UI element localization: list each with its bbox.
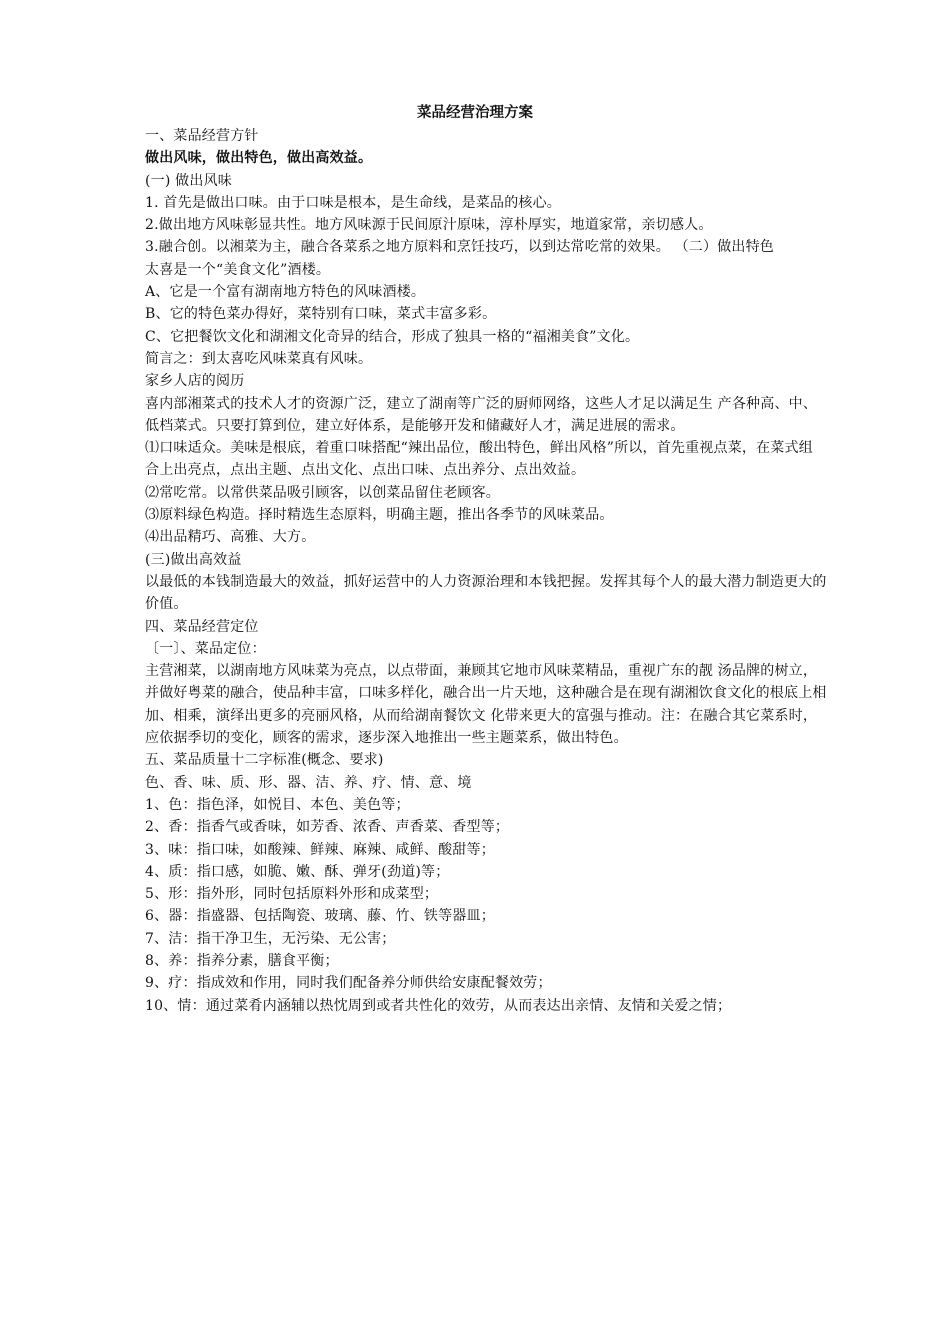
list-item: 8、养：指养分素，膳食平衡； [145, 952, 339, 969]
list-item: C、它把餐饮文化和湖湘文化奇异的结合，形成了独具一格的“福湘美食”文化。 [145, 328, 640, 345]
document-body [145, 125, 827, 1017]
paragraph: 色、香、味、质、形、器、洁、养、疗、情、意、境 [145, 774, 472, 791]
subsection-heading: 家乡人店的阅历 [145, 373, 245, 390]
paragraph: 主营湘菜，以湖南地方风味菜为亮点，以点带面，兼顾其它地市风味菜精品，重视广东的靓 汤品牌的树立，并做好粤菜的融合，使品种丰富，口味多样化，融合出一片天地，这种融合是在现有湖湘饮食文化的根底上相加、相乘，演绎出更多的亮丽风格，从而给湖南餐饮文 化带来更大的富强与推动。注：在融合其它菜系时，应依据季切的变化，顾客的需求，逐步深入地推出一些主题菜系，做出特色。 [145, 663, 827, 747]
list-item: ⑴口味适众。美味是根底，着重口味搭配“辣出品位，酸出特色，鲜出风格”所以，首先重视点菜，在菜式组合上出亮点，点出主题、点出文化、点出口味、点出养分、点出效益。 [145, 440, 813, 479]
document-title: 菜品经营治理方案 [417, 105, 533, 121]
paragraph: 太喜是一个“美食文化”酒楼。 [145, 261, 331, 278]
paragraph: 2.做出地方风味彰显共性。地方风味源于民间原汁原味，淳朴厚实，地道家常，亲切感人。 [145, 217, 713, 234]
list-item: 9、疗：指成效和作用，同时我们配备养分师供给安康配餐效劳； [145, 975, 552, 992]
paragraph: 1. 首先是做出口味。由于口味是根本，是生命线，是菜品的核心。 [145, 194, 562, 211]
subsection-heading: (一) 做出风味 [145, 172, 232, 189]
paragraph: 以最低的本钱制造最大的效益，抓好运营中的人力资源治理和本钱把握。发挥其每个人的最大潜力制造更大的价值。 [145, 573, 827, 613]
list-item: ⑷出品精巧、高雅、大方。 [145, 529, 316, 546]
list-item: B、它的特色菜办得好，菜特别有口味，菜式丰富多彩。 [145, 306, 497, 323]
section-heading: 一、菜品经营方针 [145, 128, 259, 144]
list-item: A、它是一个富有湖南地方特色的风味酒楼。 [145, 284, 426, 301]
list-item: 1、色：指色泽，如悦目、本色、美色等； [145, 796, 410, 813]
list-item: 4、质：指口感，如脆、嫩、酥、弹牙(劲道)等； [145, 863, 450, 880]
section-heading: 四、菜品经营定位 [145, 618, 259, 635]
list-item: 2、香：指香气或香味，如芳香、浓香、声香菜、香型等； [145, 819, 510, 836]
list-item: 10、情：通过菜肴内涵辅以热忱周到或者共性化的效劳，从而表达出亲情、友情和关爱之情； [145, 997, 732, 1014]
paragraph: 3.融合创。以湘菜为主，融合各菜系之地方原料和烹饪技巧，以到达常吃常的效果。 （二）做出特色 [145, 239, 775, 256]
paragraph: 喜内部湘菜式的技术人才的资源广泛，建立了湖南等广泛的厨师网络，这些人才足以满足生 产各种高、中、低档菜式。只要打算到位，建立好体系，是能够开发和储藏好人才，满足进展的需求。 [145, 395, 818, 434]
list-item: ⑶原料绿色构造。择时精选生态原料，明确主题，推出各季节的风味菜品。 [145, 507, 614, 524]
policy-statement: 做出风味，做出特色，做出高效益。 [145, 150, 373, 167]
section-heading: 五、菜品质量十二字标准(概念、要求) [145, 752, 384, 769]
list-item: 3、味：指口味，如酸辣、鲜辣、麻辣、咸鲜、酸甜等； [145, 841, 495, 858]
list-item: 7、洁：指干净卫生，无污染、无公害； [145, 930, 396, 947]
subsection-heading: (三)做出高效益 [145, 551, 242, 568]
list-item: 5、形：指外形，同时包括原料外形和成菜型； [145, 886, 439, 903]
list-item: 6、器：指盛器、包括陶瓷、玻璃、藤、竹、铁等器皿； [145, 908, 495, 925]
paragraph: 简言之：到太喜吃风味菜真有风味。 [145, 350, 373, 367]
subsection-heading: 〔一〕、菜品定位： [145, 640, 266, 657]
list-item: ⑵常吃常。以常供菜品吸引顾客，以创菜品留住老顾客。 [145, 484, 500, 501]
